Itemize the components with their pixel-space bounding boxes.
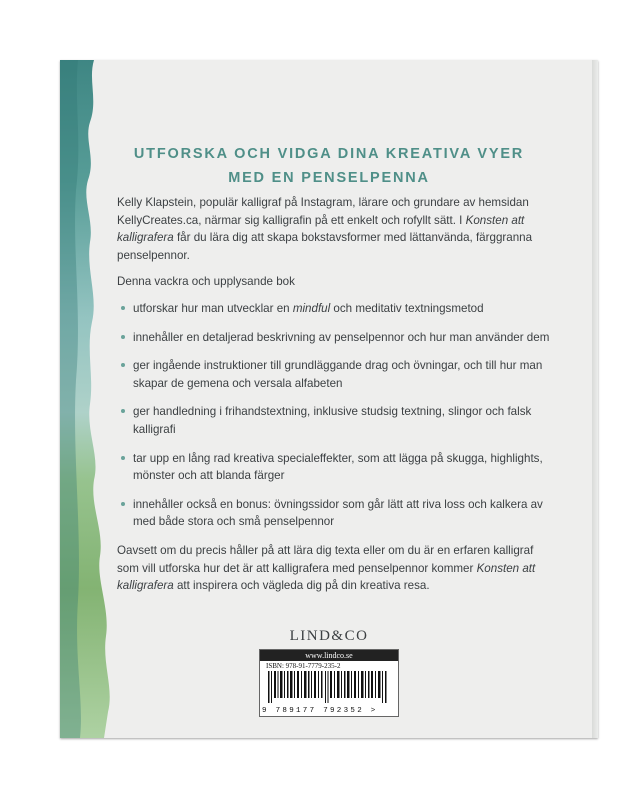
list-item (117, 496, 557, 531)
bullet-text: ger handledning i frihandstextning, inklusive studsig textning, slingor och falsk kalligrafi (133, 405, 532, 436)
bullet-text: utforskar hur man utvecklar en (133, 301, 293, 315)
bullet-text: innehåller en detaljerad beskrivning av penselpennor och hur man använder dem (133, 330, 550, 344)
intro-book-title: Konsten att kalligrafera (117, 213, 525, 245)
intro-text-1: Kelly Klapstein, populär kalligraf på Instagram, lärare och grundare av hemsidan KellyCreates.ca, närmar sig kalligrafin på ett enkelt och rofyllt sätt. I (117, 196, 529, 227)
bullet-text: ger ingående instruktioner till grundläggande drag och övningar, och till hur man skapar de gemena och versala alfabeten (133, 359, 543, 390)
bullet-dot-icon (121, 363, 125, 367)
bullet-text: innehåller också en bonus: övningssidor som går lätt att riva loss och kalkera av med både stora och små penselpennor (133, 497, 543, 529)
headline (120, 142, 538, 190)
headline-line-1: UTFORSKA OCH VIDGA DINA KREATIVA VYER (133, 146, 525, 162)
publisher-logo: LIND&CO (289, 628, 369, 644)
bullet-dot-icon (121, 502, 125, 506)
bullet-dot-icon (121, 306, 125, 310)
bullet-dot-icon (121, 335, 125, 339)
bullet-italic: mindful (292, 301, 331, 315)
feature-list (117, 300, 557, 531)
publisher-url: www.lindco.se (260, 650, 398, 661)
list-item (117, 329, 557, 347)
bullet-dot-icon (121, 409, 125, 413)
book-back-cover (60, 60, 598, 738)
list-item (117, 403, 557, 438)
intro-paragraph (117, 194, 557, 264)
lead-line: Denna vackra och upplysande bok (117, 275, 295, 289)
isbn-text: ISBN: 978-91-7779-235-2 (266, 662, 341, 670)
barcode-label (259, 649, 399, 717)
barcode-icon (268, 671, 392, 703)
blurb (117, 194, 557, 604)
headline-line-2: MED EN PENSELPENNA (228, 170, 430, 186)
outro-text-2: att inspirera och vägleda dig på din kreativa resa. (173, 579, 430, 593)
intro-text-2: får du lära dig att skapa bokstavsformer med lättanvända, färggranna penselpennor. (117, 231, 533, 262)
outro-paragraph (117, 542, 557, 595)
outro-text-1: Oavsett om du precis håller på att lära dig texta eller om du är en erfaren kalligraf som vill utforska hur det är att kalligrafera med penselpennor kommer (117, 543, 534, 575)
list-item (117, 300, 557, 318)
list-item (117, 450, 557, 485)
bullet-dot-icon (121, 456, 125, 460)
list-item (117, 357, 557, 392)
bullet-text: tar upp en lång rad kreativa specialeffekter, som att lägga på skugga, highlights, mönster och att blanda färger (133, 451, 543, 483)
barcode-digits: 9 789177 792352 > (262, 707, 378, 715)
bullet-text: och meditativ textningsmetod (330, 301, 484, 315)
outro-book-title: Konsten att kalligrafera (117, 561, 536, 593)
